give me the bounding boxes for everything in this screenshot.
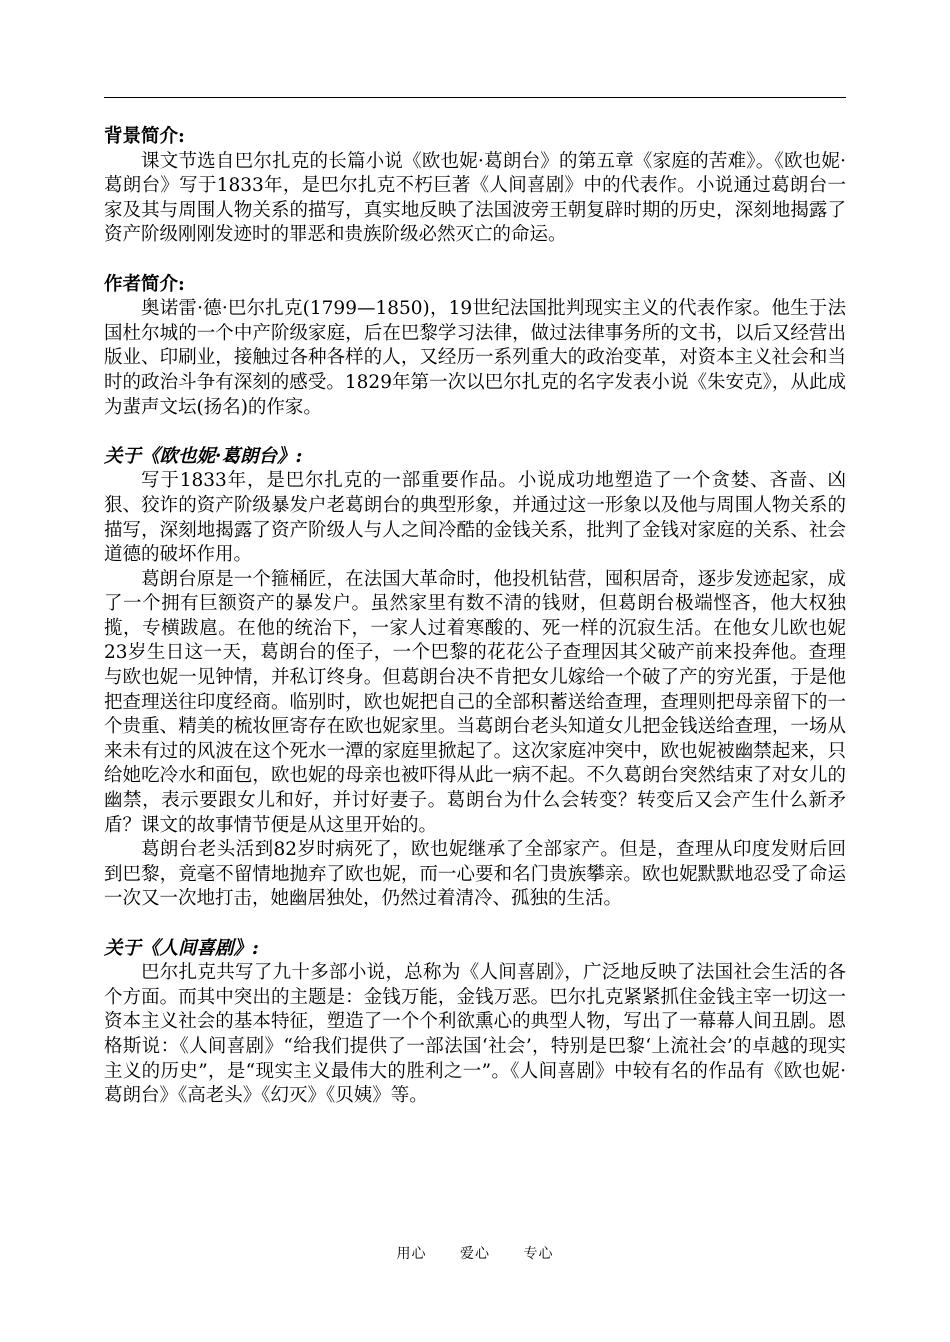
- footer-item: 用心: [396, 1246, 427, 1262]
- section-eugenie-grandet: [104, 445, 846, 912]
- section-heading: 作者简介:: [104, 273, 185, 295]
- paragraph: 课文节选自巴尔扎克的长篇小说《欧也妮·葛朗台》的第五章《家庭的苦难》。《欧也妮·葛朗台》写于1833年，是巴尔扎克不朽巨著《人间喜剧》中的代表作。小说通过葛朗台一家及其与周围人物关系的描写，真实地反映了法国波旁王朝复辟时期的历史，深刻地揭露了资产阶级刚刚发迹时的罪恶和贵族阶级必然灭亡的命运。: [104, 150, 846, 246]
- footer-item: 专心: [523, 1246, 554, 1262]
- footer-item: 爱心: [460, 1246, 490, 1262]
- section-heading: 关于《人间喜剧》:: [104, 937, 259, 959]
- paragraph: 葛朗台原是一个箍桶匠，在法国大革命时，他投机钻营，囤积居奇，逐步发迹起家，成了一个拥有巨额资产的暴发户。虽然家里有数不清的钱财，但葛朗台极端悭吝，他大权独揽，专横跋扈。在他的统治下，一家人过着寒酸的、死一样的沉寂生活。在他女儿欧也妮23岁生日这一天，葛朗台的侄子，一个巴黎的花花公子查理因其父破产前来投奔他。查理与欧也妮一见钟情，并私订终身。但葛朗台决不肯把女儿嫁给一个破了产的穷光蛋，于是他把查理送往印度经商。临别时，欧也妮把自己的全部积蓄送给查理，查理则把母亲留下的一个贵重、精美的梳妆匣寄存在欧也妮家里。当葛朗台老头知道女儿把金钱送给查理，一场从来未有过的风波在这个死水一潭的家庭里掀起了。这次家庭冲突中，欧也妮被幽禁起来，只给她吃冷水和面包，欧也妮的母亲也被吓得从此一病不起。不久葛朗台突然结束了对女儿的幽禁，表示要跟女儿和好，并讨好妻子。葛朗台为什么会转变？转变后又会产生什么新矛盾？课文的故事情节便是从这里开始的。: [104, 568, 846, 836]
- document-body: [104, 125, 846, 1109]
- page-footer: [0, 1243, 950, 1263]
- header-rule: [104, 97, 846, 98]
- section-heading: 背景简介:: [104, 126, 185, 147]
- paragraph: 写于1833年，是巴尔扎克的一部重要作品。小说成功地塑造了一个贪婪、吝啬、凶狠、狡诈的资产阶级暴发户老葛朗台的典型形象，并通过这一形象以及他与周围人物关系的描写，深刻地揭露了资产阶级人与人之间冷酷的金钱关系，批判了金钱对家庭的关系、社会道德的破坏作用。: [104, 470, 846, 566]
- section-human-comedy: [104, 937, 846, 1109]
- section-background: [104, 125, 846, 248]
- section-heading: 关于《欧也妮·葛朗台》:: [104, 445, 303, 467]
- paragraph: 巴尔扎克共写了九十多部小说，总称为《人间喜剧》，广泛地反映了法国社会生活的各个方面。而其中突出的主题是：金钱万能，金钱万恶。巴尔扎克紧紧抓住金钱主宰一切这一资本主义社会的基本特征，塑造了一个个利欲熏心的典型人物，写出了一幕幕人间丑剧。恩格斯说：《人间喜剧》“给我们提供了一部法国‘社会’，特别是巴黎‘上流社会’的卓越的现实主义的历史”，是“现实主义最伟大的胜利之一”。《人间喜剧》中较有名的作品有《欧也妮·葛朗台》《高老头》《幻灭》《贝姨》等。: [104, 962, 846, 1107]
- paragraph: 奥诺雷·德·巴尔扎克(1799—1850)，19世纪法国批判现实主义的代表作家。他生于法国杜尔城的一个中产阶级家庭，后在巴黎学习法律，做过法律事务所的文书，以后又经营出版业、印刷业，接触过各种各样的人，又经历一系列重大的政治变革，对资本主义社会和当时的政治斗争有深刻的感受。1829年第一次以巴尔扎克的名字发表小说《朱安克》，从此成为蜚声文坛(扬名)的作家。: [104, 298, 846, 418]
- section-author: [104, 273, 846, 421]
- paragraph: 葛朗台老头活到82岁时病死了，欧也妮继承了全部家产。但是，查理从印度发财后回到巴黎，竟毫不留情地抛弃了欧也妮，而一心要和名门贵族攀亲。欧也妮默默地忍受了命运一次又一次地打击，她幽居独处，仍然过着清冷、孤独的生活。: [104, 839, 846, 910]
